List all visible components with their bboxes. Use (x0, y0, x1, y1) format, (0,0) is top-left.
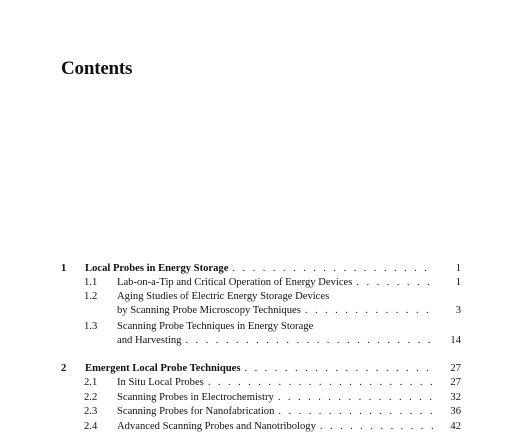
page-number: 27 (450, 377, 461, 388)
section-title: In Situ Local Probes (117, 377, 204, 388)
section-number: 2.2 (84, 392, 98, 403)
toc-chapter-entry[interactable] (0, 362, 513, 376)
page-number: 14 (450, 335, 461, 346)
page-number: 1 (455, 277, 461, 288)
dot-leader (244, 362, 433, 376)
toc-section-entry[interactable] (0, 420, 513, 434)
section-title: Lab-on-a-Tip and Critical Operation of Energy Devices (117, 277, 353, 288)
dot-leader (208, 376, 433, 390)
dot-leader (232, 262, 433, 276)
toc-section-entry[interactable] (0, 290, 513, 304)
section-number: 2.4 (84, 421, 98, 432)
toc-section-entry[interactable] (0, 405, 513, 419)
dot-leader (185, 334, 433, 348)
chapter-number: 2 (61, 363, 67, 374)
section-number: 2.3 (84, 406, 98, 417)
section-number: 1.1 (84, 277, 98, 288)
section-number: 1.3 (84, 321, 98, 332)
section-title-continued: by Scanning Probe Microscopy Techniques (117, 305, 301, 316)
toc-section-entry[interactable] (0, 276, 513, 290)
section-title: Scanning Probes for Nanofabrication (117, 406, 275, 417)
page-number: 42 (450, 421, 461, 432)
section-title: Scanning Probe Techniques in Energy Storage (117, 321, 314, 332)
toc-section-entry[interactable] (0, 391, 513, 405)
section-title: Scanning Probes in Electrochemistry (117, 392, 274, 403)
dot-leader (278, 405, 433, 419)
page-number: 36 (450, 406, 461, 417)
dot-leader (278, 391, 433, 405)
toc-chapter-entry[interactable] (0, 262, 513, 276)
section-title: Advanced Scanning Probes and Nanotribology (117, 421, 316, 432)
page-number: 32 (450, 392, 461, 403)
section-number: 1.2 (84, 291, 98, 302)
section-title-continued: and Harvesting (117, 335, 182, 346)
dot-leader (356, 276, 433, 290)
chapter-number: 1 (61, 263, 67, 274)
dot-leader (305, 304, 433, 318)
dot-leader (320, 420, 433, 434)
toc-section-entry-continued[interactable] (0, 334, 513, 348)
page-number: 3 (455, 305, 461, 316)
section-title: Aging Studies of Electric Energy Storage Devices (117, 291, 330, 302)
toc-section-entry[interactable] (0, 320, 513, 334)
section-number: 2.1 (84, 377, 98, 388)
chapter-title: Local Probes in Energy Storage (85, 263, 229, 274)
page-title: Contents (61, 58, 133, 79)
page-number: 1 (455, 263, 461, 274)
page-number: 27 (450, 363, 461, 374)
chapter-title: Emergent Local Probe Techniques (85, 363, 241, 374)
toc-section-entry-continued[interactable] (0, 304, 513, 318)
toc-section-entry[interactable] (0, 376, 513, 390)
